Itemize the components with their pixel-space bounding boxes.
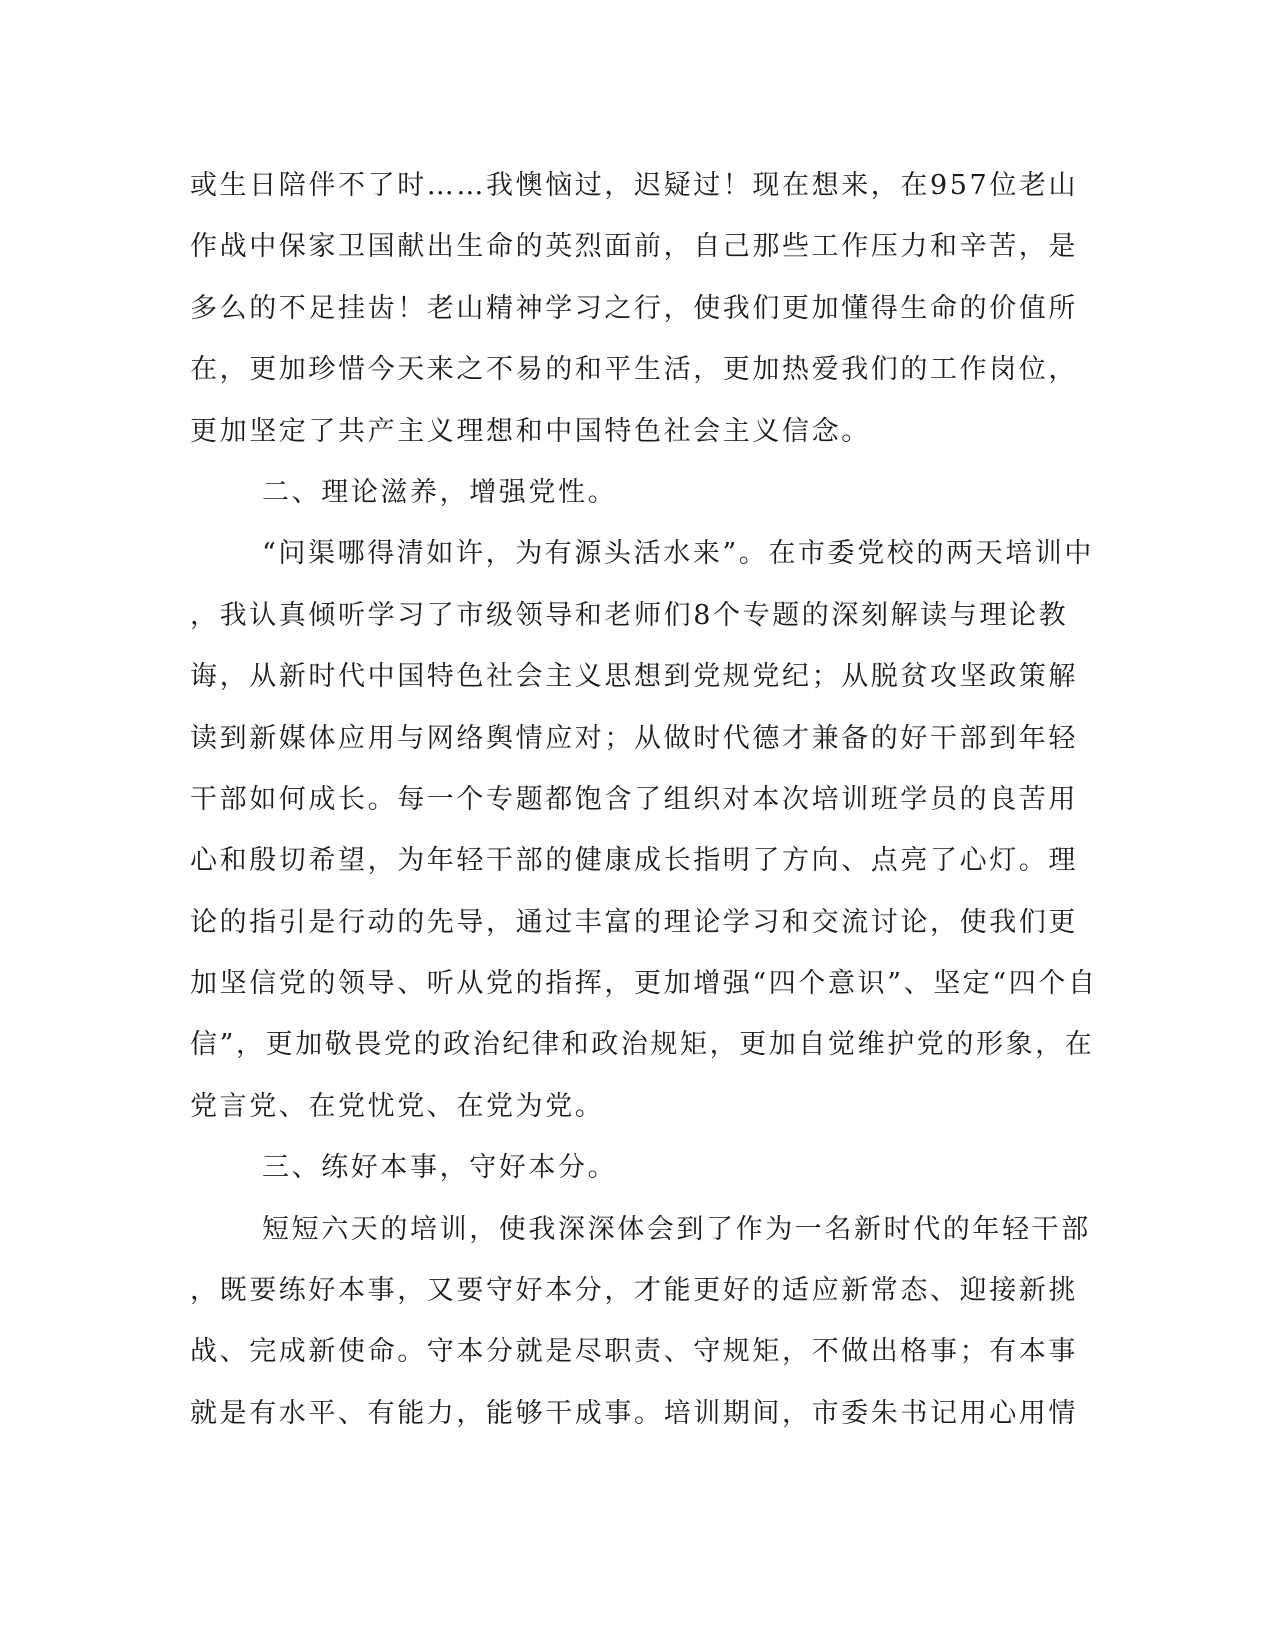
section-heading: 三、练好本事，守好本分。: [262, 1152, 618, 1184]
text-line: 信”，更加敬畏党的政治纪律和政治规矩，更加自觉维护党的形象，在: [190, 1029, 1095, 1061]
text-line: 或生日陪伴不了时……我懊恼过，迟疑过！现在想来，在957位老山: [190, 170, 1079, 201]
text-line: 诲，从新时代中国特色社会主义思想到党规党纪；从脱贫攻坚政策解: [190, 661, 1078, 693]
text-line: 读到新媒体应用与网络舆情应对；从做时代德才兼备的好干部到年轻: [190, 722, 1078, 754]
text-line: 就是有水平、有能力，能够干成事。培训期间，市委朱书记用心用情: [190, 1397, 1078, 1429]
section-heading: 二、理论滋养，增强党性。: [262, 476, 618, 508]
text-line: 心和殷切希望，为年轻干部的健康成长指明了方向、点亮了心灯。理: [190, 845, 1078, 877]
text-line: 加坚信党的领导、听从党的指挥，更加增强“四个意识”、坚定“四个自: [190, 968, 1098, 1000]
text-line: 短短六天的培训，使我深深体会到了作为一名新时代的年轻干部: [262, 1213, 1091, 1245]
text-line: 更加坚定了共产主义理想和中国特色社会主义信念。: [190, 415, 871, 447]
body-text: [190, 155, 1098, 1444]
text-line: “问渠哪得清如许，为有源头活水来”。在市委党校的两天培训中: [262, 538, 1095, 570]
text-line: 干部如何成长。每一个专题都饱含了组织对本次培训班学员的良苦用: [190, 783, 1078, 815]
text-line: 在，更加珍惜今天来之不易的和平生活，更加热爱我们的工作岗位，: [190, 354, 1078, 386]
text-line: ，我认真倾听学习了市级领导和老师们8个专题的深刻解读与理论教: [190, 599, 1069, 631]
text-line: 多么的不足挂齿！老山精神学习之行，使我们更加懂得生命的价值所: [190, 292, 1078, 324]
text-line: 党言党、在党忧党、在党为党。: [190, 1090, 605, 1122]
text-line: 论的指引是行动的先导，通过丰富的理论学习和交流讨论，使我们更: [190, 906, 1078, 938]
text-line: ，既要练好本事，又要守好本分，才能更好的适应新常态、迎接新挑: [190, 1275, 1078, 1307]
text-line: 作战中保家卫国献出生命的英烈面前，自己那些工作压力和辛苦，是: [190, 231, 1078, 263]
text-line: 战、完成新使命。守本分就是尽职责、守规矩，不做出格事；有本事: [190, 1336, 1078, 1368]
